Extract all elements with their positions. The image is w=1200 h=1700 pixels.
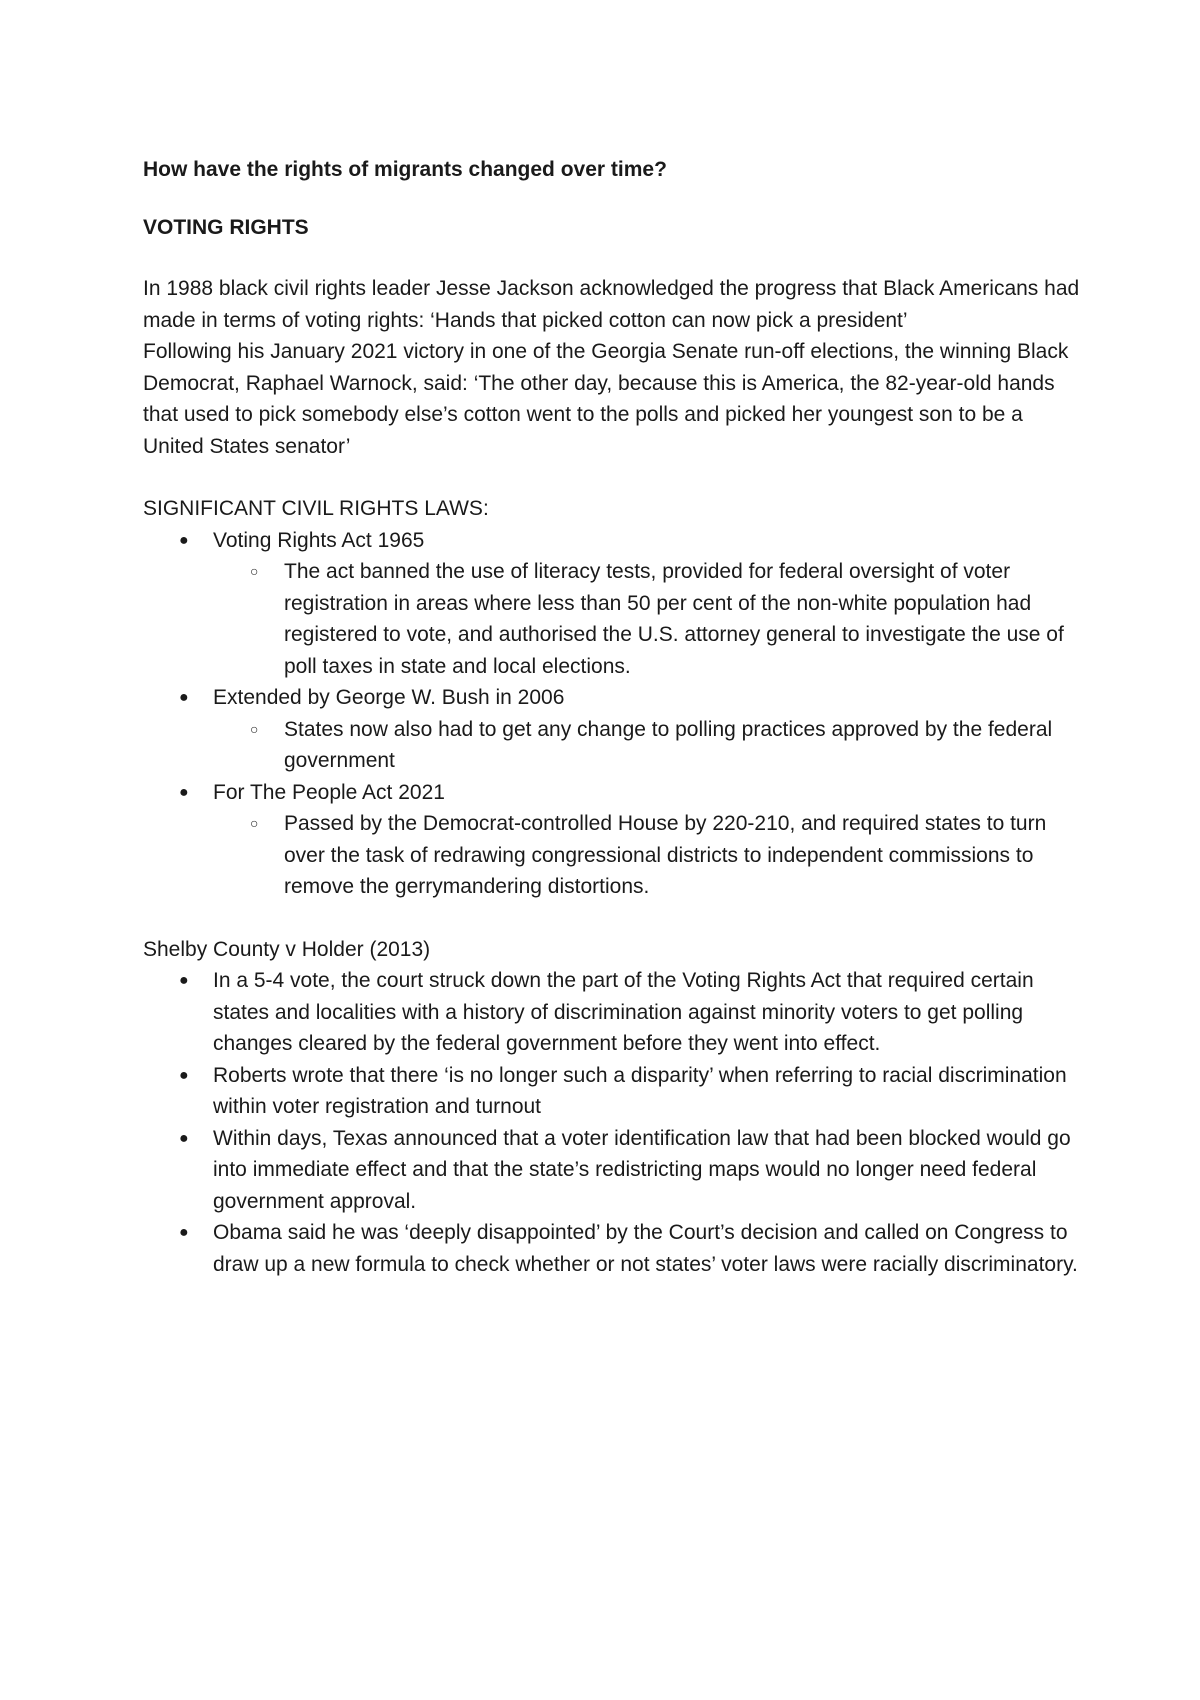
law-label: Extended by George W. Bush in 2006 (213, 686, 565, 709)
laws-list (143, 525, 1083, 903)
bullet-icon: ● (179, 1066, 189, 1084)
list-item (179, 1123, 1083, 1218)
list-item (179, 777, 1083, 903)
law-detail: Passed by the Democrat-controlled House by 220-210, and required states to turn over the task of redrawing congressional districts to independent commissions to remove the gerrymandering distortions. (284, 812, 1047, 898)
law-detail-list (213, 556, 1083, 682)
hollow-bullet-icon: ○ (250, 720, 259, 737)
bullet-icon: ● (179, 531, 189, 549)
list-item (179, 525, 1083, 683)
law-label: For The People Act 2021 (213, 780, 445, 804)
list-item (250, 714, 1083, 777)
bullet-icon: ● (179, 689, 189, 706)
case-label: Shelby County v Holder (2013) (143, 937, 431, 961)
case-point: Roberts wrote that there ‘is no longer such a disparity’ when referring to racial discrimination within voter registration and turnout (213, 1063, 1067, 1118)
document-title: How have the rights of migrants changed over time? (143, 158, 667, 181)
law-detail-list (213, 808, 1083, 903)
list-item (179, 1217, 1083, 1280)
law-detail: The act banned the use of literacy tests, provided for federal oversight of voter registration in areas where less than 50 per cent of the non-white population had registered to vote, and authorised the U.S. attorney general to investigate the use of poll taxes in state and local elections. (284, 560, 1064, 678)
list-item (250, 808, 1083, 903)
case-points-list (143, 965, 1083, 1280)
bullet-icon: ● (179, 783, 189, 801)
case-point: In a 5-4 vote, the court struck down the part of the Voting Rights Act that required certain states and localities with a history of discrimination against minority voters to get polling changes cleared by the federal government before they went into effect. (213, 969, 1034, 1055)
law-label: Voting Rights Act 1965 (213, 528, 425, 552)
list-item (179, 965, 1083, 1060)
law-detail-list (213, 714, 1083, 777)
intro-paragraph-warnock: Following his January 2021 victory in one of the Georgia Senate run-off elections, the winning Black Democrat, Raphael Warnock, said: ‘The other day, because this is America, the 82-year-old hands that used to pick somebody else’s cotton went to the polls and picked her youngest son to be a United States senator’ (143, 340, 1069, 458)
bullet-icon: ● (179, 1129, 189, 1147)
intro-paragraph-jackson: In 1988 black civil rights leader Jesse Jackson acknowledged the progress that Black Americans had made in terms of voting rights: ‘Hands that picked cotton can now pick a president’ (143, 277, 1080, 332)
bullet-icon: ● (179, 972, 189, 989)
list-item (179, 682, 1083, 777)
list-item (179, 1060, 1083, 1123)
hollow-bullet-icon: ○ (250, 563, 259, 579)
case-point: Obama said he was ‘deeply disappointed’ by the Court’s decision and called on Congress to draw up a new formula to check whether or not states’ voter laws were racially discriminatory. (213, 1221, 1078, 1276)
section-heading: VOTING RIGHTS (143, 215, 309, 239)
case-point: Within days, Texas announced that a voter identification law that had been blocked would go into immediate effect and that the state’s redistricting maps would no longer need federal government approval. (213, 1126, 1071, 1213)
document-page (143, 154, 1083, 1280)
law-detail: States now also had to get any change to polling practices approved by the federal government (284, 717, 1053, 772)
laws-label: SIGNIFICANT CIVIL RIGHTS LAWS: (143, 497, 489, 520)
hollow-bullet-icon: ○ (250, 815, 259, 831)
bullet-icon: ● (179, 1224, 189, 1241)
list-item (250, 556, 1083, 682)
